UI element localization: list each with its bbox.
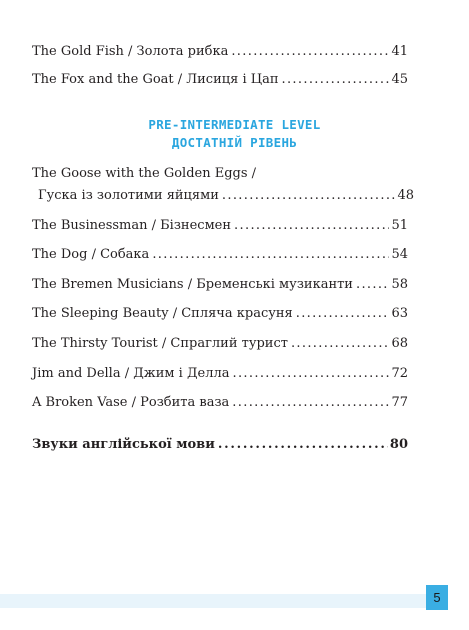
toc-entry-title: The Thirsty Tourist / Спраглий турист: [32, 336, 288, 351]
toc-entry-goose-golden-eggs[interactable]: [32, 166, 414, 204]
dot-leader: [218, 437, 388, 453]
toc-entry-page: 58: [391, 277, 408, 292]
toc-entry-page: 54: [391, 247, 408, 262]
toc-entry-page: 45: [391, 72, 408, 87]
toc-entry-title: The Businessman / Бізнесмен: [32, 218, 232, 233]
toc-entry-title: The Fox and the Goat / Лисиця і Цап: [32, 72, 279, 87]
toc-entry-sleeping-beauty[interactable]: [32, 306, 408, 322]
toc-entry-title: A Broken Vase / Розбита ваза: [32, 395, 230, 410]
toc-entry-page: 51: [391, 218, 408, 233]
toc-entry-broken-vase[interactable]: [32, 395, 408, 411]
dot-leader: [232, 395, 389, 411]
section-heading-line1: PRE-INTERMEDIATE LEVEL: [148, 117, 321, 132]
toc-entry-businessman[interactable]: [32, 218, 408, 234]
toc-entry-title: Звуки англійської мови: [32, 437, 215, 452]
toc-entry-title: Jim and Della / Джим і Делла: [32, 366, 230, 381]
toc-entry-jim-and-della[interactable]: [32, 366, 408, 382]
dot-leader: [356, 277, 389, 293]
dot-leader: [282, 72, 390, 88]
toc-entry-title-line1: The Goose with the Golden Eggs /: [32, 166, 257, 181]
toc-entry-thirsty-tourist[interactable]: [32, 336, 408, 352]
dot-leader: [291, 336, 390, 352]
toc-entry-title: The Gold Fish / Золота рибка: [32, 44, 229, 59]
toc-entry-page: 72: [391, 366, 408, 381]
toc-entry-title-line2: Гуска із золотими яйцями: [38, 188, 219, 203]
toc-entry-page: 77: [391, 395, 408, 410]
toc-entry-english-sounds[interactable]: [32, 437, 408, 453]
dot-leader: [152, 247, 389, 263]
section-heading-line2: ДОСТАТНІЙ РІВЕНЬ: [171, 135, 298, 150]
dot-leader: [296, 306, 390, 322]
footer-bar: [0, 594, 426, 608]
toc-entry-gold-fish[interactable]: [32, 44, 408, 60]
toc-entry-fox-and-goat[interactable]: [32, 72, 408, 88]
toc-entry-page: 48: [397, 188, 414, 203]
dot-leader: [222, 188, 396, 204]
toc-entry-page: 63: [391, 306, 408, 321]
toc-entry-title: The Dog / Собака: [32, 247, 150, 262]
toc-entry-dog[interactable]: [32, 247, 408, 263]
toc-entry-page: 80: [389, 437, 408, 452]
dot-leader: [231, 44, 389, 60]
dot-leader: [234, 218, 389, 234]
dot-leader: [233, 366, 390, 382]
toc-entry-page: 41: [391, 44, 408, 59]
toc-entry-page: 68: [391, 336, 408, 351]
toc-entry-bremen-musicians[interactable]: [32, 277, 408, 293]
toc-entry-title: The Bremen Musicians / Бременські музиканти: [32, 277, 353, 292]
page-number: 5: [426, 585, 448, 610]
toc-entry-title: The Sleeping Beauty / Спляча красуня: [32, 306, 293, 321]
